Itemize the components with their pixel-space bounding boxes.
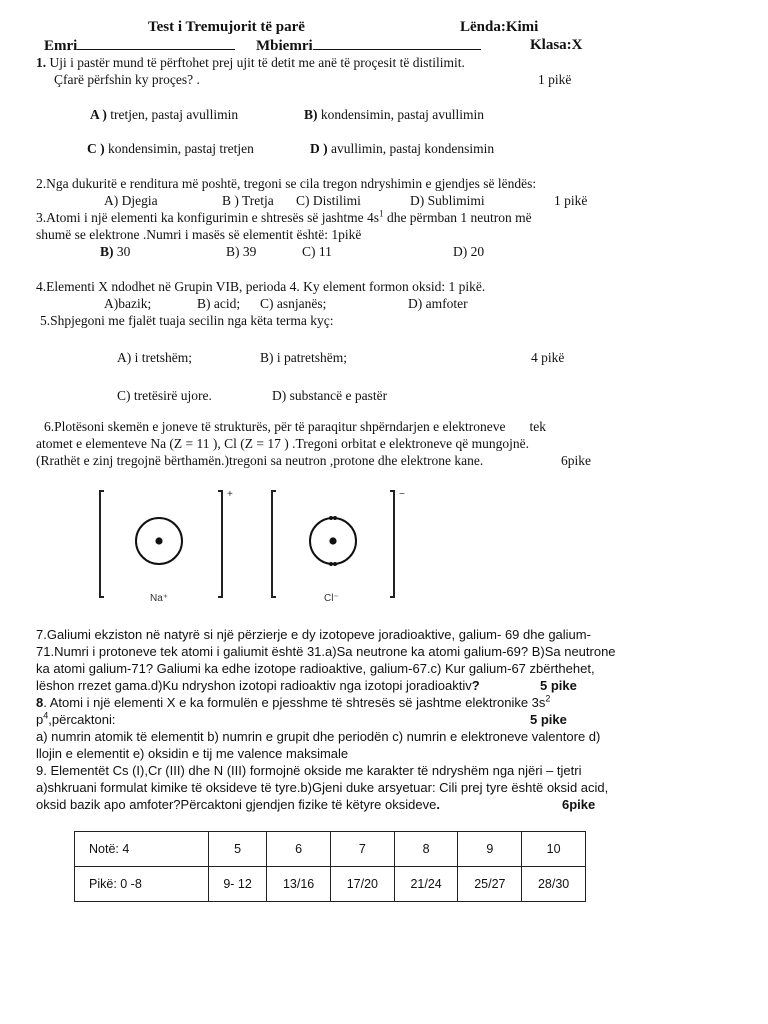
q6-points: 6pike [561, 453, 591, 468]
q4-text: 4.Elementi X ndodhet në Grupin VIB, perioda 4. Ky element formon oksid: 1 pikë. [36, 279, 486, 294]
q9-text-line1: 9. Elementët Cs (I),Cr (III) dhe N (III) formojnë okside me karakter të ndryshëm nga njëri – tjetri [36, 763, 582, 778]
name-label: Emri [44, 38, 78, 54]
points-cell: 28/30 [522, 867, 586, 902]
ion-diagrams [90, 485, 420, 610]
q1-option-d: D ) avullimin, pastaj kondensimin [310, 141, 495, 156]
q4-option-b: B) acid; [197, 296, 241, 311]
q5-option-d: D) substancë e pastër [272, 388, 388, 403]
surname-field-row [256, 37, 481, 54]
q3-option-a: B) 30 [100, 244, 131, 259]
grade-cell: 5 [208, 832, 266, 867]
q2-text: 2.Nga dukuritë e renditura më poshtë, tregoni se cila tregon ndryshimin e gjendjes së lëndës: [36, 176, 537, 191]
grade-table-row [75, 832, 586, 867]
q4-option-a: A)bazik; [104, 296, 152, 311]
q7-text-line2: 71.Numri i protoneve tek atomi i galiumit është 31.a)Sa neutrone ka atomi galium-69? B)Sa neutrone [36, 644, 616, 659]
q1-text: 1. Uji i pastër mund të përftohet prej ujit të detit me anë të proçesit të distilimit. [36, 55, 465, 70]
q8-text: 8. Atomi i një elementi X e ka formulën e pjesshme të shtresës së jashtme elektronike $3s^2$ [36, 693, 551, 710]
points-cell: 21/24 [394, 867, 458, 902]
grade-cell: 8 [394, 832, 458, 867]
q7-text-line3: ka atomi galium-71? Galiumi ka edhe izotope radioaktive, galium-67.c) Kur galium-67 zbërthehet, [36, 661, 595, 676]
q9-text-line3: oksid bazik apo amfoter?Përcaktoni gjendjen fizike të këtyre oksideve. [36, 797, 440, 812]
points-cell: 13/16 [267, 867, 331, 902]
q1-points: 1 pikë [538, 72, 572, 87]
q2-points: 1 pikë [554, 193, 588, 208]
grade-table-row [75, 867, 586, 902]
q9-points: 6pike [562, 797, 596, 812]
grade-cell: 6 [267, 832, 331, 867]
points-cell: 9- 12 [208, 867, 266, 902]
q4-option-d: D) amfoter [408, 296, 468, 311]
q8-points: 5 pike [530, 712, 567, 727]
test-title: Test i Tremujorit të parë [148, 19, 305, 35]
na-ion-diagram [100, 489, 233, 604]
points-cell: 25/27 [458, 867, 522, 902]
subject-label: Lënda:Kimi [460, 19, 539, 35]
name-field-row [44, 37, 235, 54]
na-right-bracket [218, 491, 222, 597]
q8-text-line3: a) numrin atomik të elementit b) numrin e grupit dhe periodën c) numrin e elektroneve valentore d) [36, 729, 601, 744]
q3-option-d: D) 20 [453, 244, 485, 259]
name-blank [77, 37, 235, 50]
grade-cell: 9 [458, 832, 522, 867]
q6-text-line3: (Rrathët e zinj tregojnë bërthamën.)tregoni sa neutron ,protone dhe elektrone kane. [36, 453, 484, 468]
na-left-bracket [100, 491, 104, 597]
q1-option-c: C ) kondensimin, pastaj tretjen [87, 141, 254, 156]
q8-text-line4: llojin e elementit e) oksidin e tij me valence maksimale [36, 746, 349, 761]
q2-option-b: B ) Tretja [222, 193, 274, 208]
points-cell: Pikë: 0 -8 [75, 867, 209, 902]
q2-option-a: A) Djegia [104, 193, 158, 208]
q7-text-line1: 7.Galiumi ekziston në natyrë si një përzierje e dy izotopeve joradioaktive, galium- 69 dhe galium- [36, 627, 591, 642]
q2-option-c: C) Distilimi [296, 193, 361, 208]
q5-points: 4 pikë [531, 350, 565, 365]
grade-cell: 7 [330, 832, 394, 867]
surname-label: Mbiemri [256, 38, 313, 54]
cl-shell-electron [333, 516, 337, 520]
cl-left-bracket [272, 491, 276, 597]
q5-option-a: A) i tretshëm; [117, 350, 192, 365]
class-label: Klasa:X [530, 37, 583, 53]
q2-option-d: D) Sublimimi [410, 193, 485, 208]
cl-shell-electron [333, 562, 337, 566]
q5-option-c: C) tretësirë ujore. [117, 388, 212, 403]
q6-text-line2: atomet e elementeve Na (Z = 11 ), Cl (Z = 17 ) .Tregoni orbitat e elektroneve që mungojnë. [36, 436, 529, 451]
q7-points: 5 pike [540, 678, 577, 693]
q3-option-c: C) 11 [302, 244, 332, 259]
surname-blank [313, 37, 481, 50]
q5-option-b: B) i patretshëm; [260, 350, 347, 365]
q1-option-b: B) kondensimin, pastaj avullimin [304, 107, 484, 122]
grade-cell: 10 [522, 832, 586, 867]
q1-question: Çfarë përfshin ky proçes? . [54, 72, 200, 87]
q8-text-line2: $p^4,përcaktoni$: [36, 710, 116, 727]
q5-text: 5.Shpjegoni me fjalët tuaja secilin nga këta terma kyç: [40, 313, 334, 328]
cl-right-bracket [390, 491, 394, 597]
q4-option-c: C) asnjanës; [260, 296, 327, 311]
cl-charge: − [399, 489, 405, 500]
na-label: Na⁺ [150, 593, 169, 604]
na-nucleus [155, 537, 162, 544]
q3-text-line2: shumë se elektrone .Numri i masës së elementit është: 1pikë [36, 227, 362, 242]
na-charge: + [227, 489, 233, 500]
grade-table [74, 831, 586, 902]
cl-label: Cl⁻ [324, 593, 339, 604]
cl-shell-electron [329, 562, 333, 566]
grade-cell: Notë: 4 [75, 832, 209, 867]
cl-shell-electron [329, 516, 333, 520]
cl-ion-diagram [272, 489, 405, 604]
q1-option-a: A ) tretjen, pastaj avullimin [90, 107, 239, 122]
points-cell: 17/20 [330, 867, 394, 902]
q3-text: 3.Atomi i një elementi ka konfigurimin e shtresës së jashtme $4s^1$ dhe përmban 1 neutron më [36, 208, 532, 225]
q9-text-line2: a)shkruani formulat kimike të oksideve të tyre.b)Gjeni duke arsyetuar: Cili prej tyre është oksid acid, [36, 780, 609, 795]
q6-text-line1: 6.Plotësoni skemën e joneve të strukturës, për të paraqitur shpërndarjen e elektroneve tek [44, 419, 546, 434]
cl-nucleus [329, 537, 336, 544]
q7-text-line4: lëshon rrezet gama.d)Ku ndryshon izotopi radioaktiv nga izotopi joradioaktiv? [36, 678, 480, 693]
q3-option-b: B) 39 [226, 244, 257, 259]
